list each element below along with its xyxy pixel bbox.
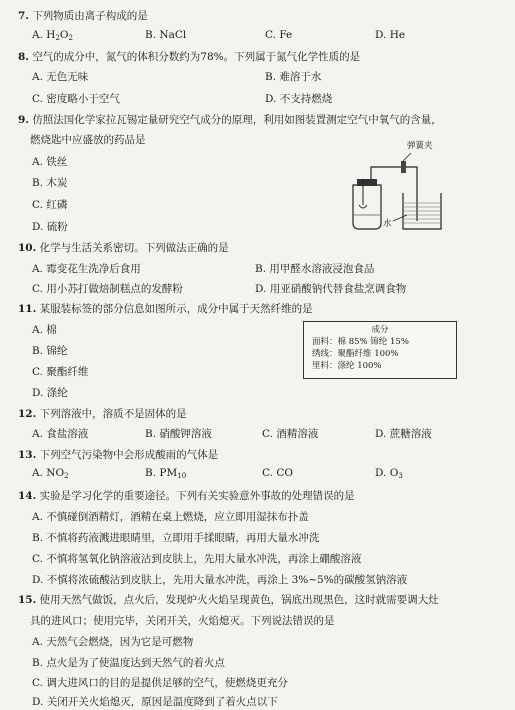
q14-option-a[interactable]: A. 不慎碰倒酒精灯，酒精在桌上燃烧，应立即用湿抹布扑盖 xyxy=(32,511,309,523)
q9-option-a[interactable]: A. 铁丝 xyxy=(32,156,68,168)
q13-option-b[interactable]: B. $PM_{10}$ xyxy=(145,467,187,480)
q11-option-d[interactable]: D. 涤纶 xyxy=(32,387,68,399)
q10-option-c[interactable]: C. 用小苏打做焙制糕点的发酵粉 xyxy=(32,283,183,295)
q15-option-c[interactable]: C. 调大进风口的目的是提供足够的空气，使燃烧更充分 xyxy=(32,677,288,689)
garment-label-row: 里料：涤纶 100% xyxy=(312,361,382,371)
q15-option-a[interactable]: A. 天然气会燃烧，因为它是可燃物 xyxy=(32,636,194,648)
q9-option-b[interactable]: B. 木炭 xyxy=(32,177,68,189)
q12-option-d[interactable]: D. 蔗糖溶液 xyxy=(375,428,432,440)
question-15: 15. 使用天然气做饭，点火后，发现炉火火焰呈现黄色，锅底出现黑色，这时就需要调大灶 xyxy=(18,594,439,606)
q7-option-a[interactable]: A. $H_2O_2$ xyxy=(32,29,73,42)
q10-option-a[interactable]: A. 霉变花生洗净后食用 xyxy=(32,263,141,275)
question-9-cont: 燃烧匙中应盛放的药品是 xyxy=(30,134,146,146)
q15-option-d[interactable]: D. 关闭开关火焰熄灭，原因是温度降到了着火点以下 xyxy=(32,696,278,708)
q12-option-c[interactable]: C. 酒精溶液 xyxy=(262,428,319,440)
q8-option-b[interactable]: B. 难溶于水 xyxy=(265,71,322,83)
q13-option-c[interactable]: C. CO xyxy=(262,467,293,479)
q12-option-a[interactable]: A. 食盐溶液 xyxy=(32,428,89,440)
q7-option-c[interactable]: C. Fe xyxy=(265,29,293,41)
garment-label-row: 面料：棉 85% 锦纶 15% xyxy=(312,337,409,347)
question-10: 10. 化学与生活关系密切。下列做法正确的是 xyxy=(18,242,229,254)
q11-option-a[interactable]: A. 棉 xyxy=(32,324,57,336)
question-7: 7. 下列物质由离子构成的是 xyxy=(18,10,148,22)
clip-label: 弹簧夹 xyxy=(407,141,433,151)
question-12: 12. 下列溶液中，溶质不是固体的是 xyxy=(18,408,187,420)
q10-option-b[interactable]: B. 用甲醛水溶液浸泡食品 xyxy=(255,263,375,275)
q9-option-c[interactable]: C. 红磷 xyxy=(32,199,68,211)
q14-option-d[interactable]: D. 不慎将浓硫酸沾到皮肤上，先用大量水冲洗，再涂上 3%~5%的碳酸氢钠溶液 xyxy=(32,574,408,586)
garment-label-row: 绣线：聚酯纤维 100% xyxy=(312,349,399,359)
q10-option-d[interactable]: D. 用亚硝酸钠代替食盐烹调食物 xyxy=(255,283,407,295)
q8-option-a[interactable]: A. 无色无味 xyxy=(32,71,89,83)
q7-option-d[interactable]: D. He xyxy=(375,29,406,41)
q12-option-b[interactable]: B. 硝酸钾溶液 xyxy=(145,428,212,440)
garment-label-title: 成分 xyxy=(371,325,389,335)
question-15-cont: 具的进风口；使用完毕，关闭开关，火焰熄灭。下列说法错误的是 xyxy=(30,615,335,627)
q9-option-d[interactable]: D. 硫粉 xyxy=(32,221,68,233)
q13-option-d[interactable]: D. $O_3$ xyxy=(375,467,403,480)
q7-option-b[interactable]: B. NaCl xyxy=(145,29,187,41)
question-11: 11. 某服装标签的部分信息如图所示，成分中属于天然纤维的是 xyxy=(18,303,313,315)
garment-label xyxy=(303,321,457,379)
q14-option-b[interactable]: B. 不慎将药液溅进眼睛里，立即用手揉眼睛，再用大量水冲洗 xyxy=(32,532,320,544)
question-13: 13. 下列空气污染物中会形成酸雨的气体是 xyxy=(18,449,219,461)
water-label: 水 xyxy=(383,219,392,229)
q11-option-b[interactable]: B. 锦纶 xyxy=(32,345,68,357)
apparatus-drawing xyxy=(345,145,455,233)
question-9: 9. 仿照法国化学家拉瓦锡定量研究空气成分的原理，利用如图装置测定空气中氧气的含量， xyxy=(18,114,442,126)
q11-option-c[interactable]: C. 聚酯纤维 xyxy=(32,366,89,378)
q8-option-c[interactable]: C. 密度略小于空气 xyxy=(32,93,120,105)
q8-option-d[interactable]: D. 不支持燃烧 xyxy=(265,93,333,105)
q15-option-b[interactable]: B. 点火是为了使温度达到天然气的着火点 xyxy=(32,657,225,669)
question-8: 8. 空气的成分中，氮气的体积分数约为78%。下列属于氮气化学性质的是 xyxy=(18,51,361,63)
q13-option-a[interactable]: A. $NO_2$ xyxy=(32,467,69,480)
q14-option-c[interactable]: C. 不慎将氢氧化钠溶液沾到皮肤上，先用大量水冲洗，再涂上硼酸溶液 xyxy=(32,553,362,565)
question-14: 14. 实验是学习化学的重要途径。下列有关实验意外事故的处理错误的是 xyxy=(18,490,355,502)
oxygen-measurement-apparatus xyxy=(345,141,455,233)
